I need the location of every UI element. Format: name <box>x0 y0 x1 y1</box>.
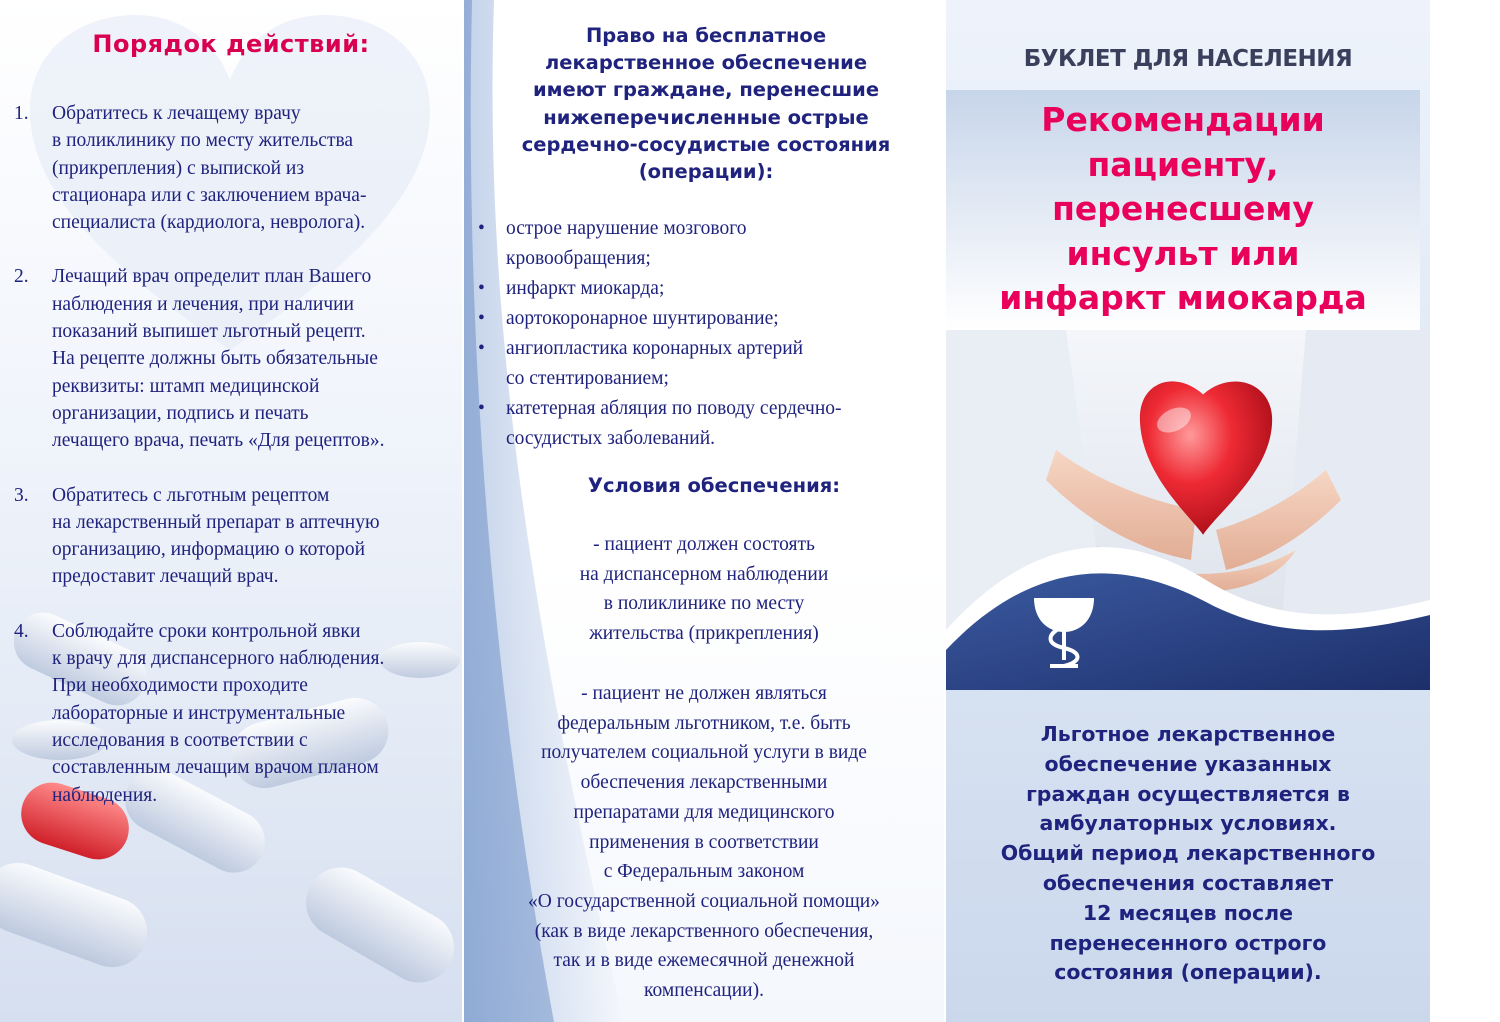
step-text: Лечащий врач определит план Вашего наблюдения и лечения, при наличии показаний выпишет льготный рецепт. На рецепте должны быть обязательные реквизиты: штамп медицинской организации, подпись и печать лечащего врача, печать «Для рецептов». <box>52 266 385 452</box>
bullet: • <box>478 338 485 359</box>
requirement-text: - пациент не должен являться федеральным льготником, т.е. быть получателем социальной услуги в виде обеспечения лекарственными препаратами для медицинского применения в соответствии с Федеральным законом «О государственной социальной помощи» (как в виде лекарственного обеспечения, так и в виде ежемесячной денежной компенсации). <box>528 683 880 1002</box>
right-panel <box>946 0 1430 1022</box>
step-text: Обратитесь к лечащему врачу в поликлинику по месту жительства (прикрепления) с выпиской из стационара или с заключением врача- специалиста (кардиолога, невролога). <box>52 103 367 234</box>
list-item <box>14 100 454 236</box>
step-text: Соблюдайте сроки контрольной явки к врачу для диспансерного наблюдения. При необходимости проходите лабораторные и инструментальные исследования в соответствии с составленным лечащим врачом планом наблюдения. <box>52 620 385 806</box>
condition-text: ангиопластика коронарных артерий со стентированием; <box>506 338 804 389</box>
list-item <box>478 304 918 334</box>
step-text: Обратитесь с льготным рецептом на лекарственный препарат в аптечную организацию, информацию о которой предоставит лечащий врач. <box>52 484 380 588</box>
list-item <box>478 334 918 394</box>
bullet: • <box>478 308 485 329</box>
conditions-title: Условия обеспечения: <box>587 474 841 497</box>
step-number: 1. <box>14 103 29 124</box>
conditions-list <box>478 214 918 454</box>
condition-text: катетерная абляция по поводу сердечно- сосудистых заболеваний. <box>506 398 842 449</box>
step-number: 4. <box>14 620 29 642</box>
booklet-label: БУКЛЕТ ДЛЯ НАСЕЛЕНИЯ <box>1023 46 1353 72</box>
steps-list <box>14 100 454 836</box>
eligibility-heading: Право на бесплатное лекарственное обеспечение имеют граждане, перенесшие нижеперечисленные острые сердечно-сосудистые состояния (операции): <box>521 24 891 184</box>
page-title: Рекомендации пациенту, перенесшему инсульт или инфаркт миокарда <box>999 100 1367 317</box>
list-item <box>478 274 918 304</box>
condition-text: аортокоронарное шунтирование; <box>506 308 779 329</box>
list-item <box>14 482 454 591</box>
section-title: Порядок действий: <box>92 30 370 58</box>
bullet: • <box>478 278 485 299</box>
bullet: • <box>478 218 485 239</box>
info-text: Льготное лекарственное обеспечение указанных граждан осуществляется в амбулаторных условиях. Общий период лекарственного обеспечения составляет 12 месяцев после перенесенного острого состояния (операции). <box>1000 722 1376 985</box>
list-item <box>14 263 454 454</box>
left-panel <box>0 0 462 1022</box>
list-item <box>478 394 918 454</box>
list-item <box>478 214 918 274</box>
step-number: 3. <box>14 484 29 506</box>
condition-text: острое нарушение мозгового кровообращения; <box>506 218 747 269</box>
heart-in-hands-image <box>946 330 1430 690</box>
list-item <box>14 618 454 809</box>
condition-text: инфаркт миокарда; <box>506 278 665 299</box>
requirement-text: - пациент должен состоять на диспансерном наблюдении в поликлинике по месту жительства (прикрепления) <box>579 534 829 645</box>
middle-panel <box>464 0 944 1022</box>
step-number: 2. <box>14 266 29 288</box>
bullet: • <box>478 398 485 419</box>
